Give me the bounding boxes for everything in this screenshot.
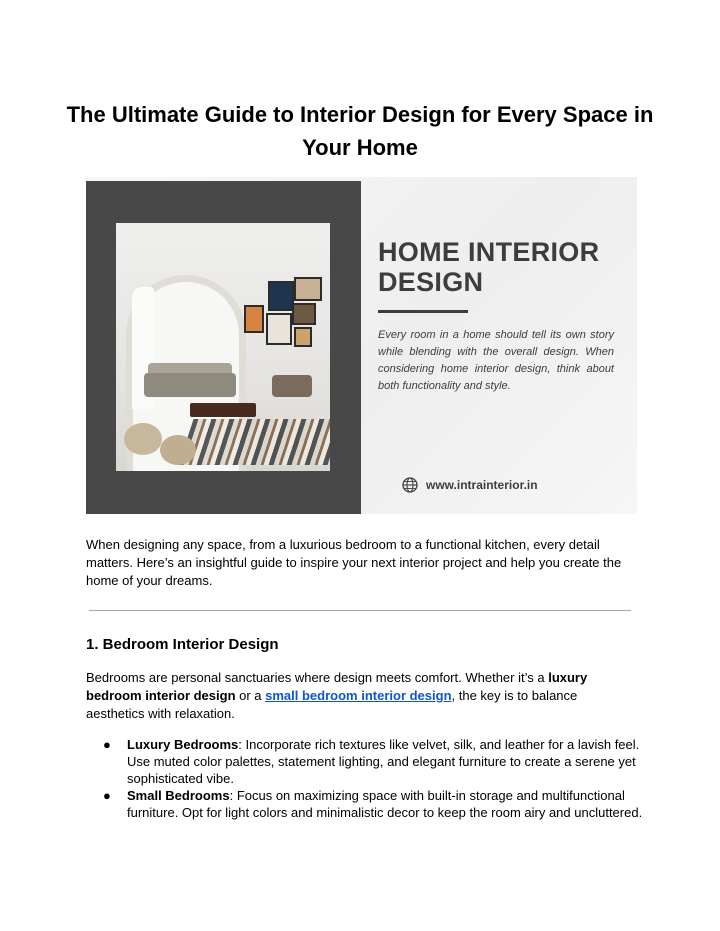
bullet-icon: ● bbox=[103, 788, 111, 803]
wall-art-frame bbox=[244, 305, 264, 333]
bold-term-luxury: luxury bedroom interior design bbox=[86, 670, 588, 703]
bedroom-text: Bedrooms are personal sanctuaries where design meets comfort. Whether it’s a bbox=[86, 670, 549, 685]
armchair bbox=[272, 375, 312, 397]
bedroom-paragraph bbox=[86, 669, 636, 723]
sofa bbox=[144, 373, 236, 397]
bullet-term: Luxury Bedrooms bbox=[127, 737, 239, 752]
pouf bbox=[160, 435, 196, 465]
bedroom-text: , the key is to balance aesthetics with relaxation. bbox=[86, 688, 578, 721]
banner-photo-frame bbox=[86, 181, 361, 514]
hero-banner bbox=[86, 177, 637, 514]
banner-divider bbox=[378, 310, 468, 313]
banner-heading: HOME INTERIOR DESIGN bbox=[378, 237, 600, 297]
striped-rug bbox=[179, 419, 330, 465]
bullet-text: : Focus on maximizing space with built-in storage and multifunctional furniture. Opt for light colors and minimalistic decor to keep the room airy and uncluttered. bbox=[127, 788, 643, 820]
small-bedroom-link[interactable]: small bedroom interior design bbox=[265, 688, 452, 703]
wall-art-frame bbox=[292, 303, 316, 325]
bullet-term: Small Bedrooms bbox=[127, 788, 230, 803]
section-heading-bedroom: 1. Bedroom Interior Design bbox=[86, 636, 279, 653]
intro-paragraph: When designing any space, from a luxurious bedroom to a functional kitchen, every detail matters. Here’s an insightful guide to inspire your next interior project and help you create the home of your dreams. bbox=[86, 537, 622, 588]
bedroom-text: or a bbox=[235, 688, 266, 703]
horizontal-divider bbox=[89, 610, 631, 611]
globe-icon bbox=[402, 477, 418, 493]
bullet-text: : Incorporate rich textures like velvet, silk, and leather for a lavish feel. Use muted color palettes, statement lighting, and elegant furniture to create a serene yet sophisticated vibe. bbox=[127, 737, 640, 786]
banner-website: www.intrainterior.in bbox=[426, 478, 538, 492]
bedroom-bullet-list bbox=[86, 736, 646, 821]
page-title: The Ultimate Guide to Interior Design for Every Space in Your Home bbox=[66, 102, 654, 160]
bullet-icon: ● bbox=[103, 737, 111, 752]
pouf bbox=[124, 423, 162, 455]
wall-art-frame bbox=[266, 313, 292, 345]
wall-art-frame bbox=[268, 281, 294, 311]
coffee-table bbox=[190, 403, 256, 417]
banner-text: Every room in a home should tell its own story while blending with the overall design. When considering home interior design, think about both functionality and style. bbox=[378, 329, 614, 392]
wall-art-frame bbox=[294, 277, 322, 301]
wall-art-frame bbox=[294, 327, 312, 347]
list-item bbox=[86, 787, 646, 821]
list-item bbox=[86, 736, 646, 787]
living-room-photo bbox=[116, 223, 330, 471]
